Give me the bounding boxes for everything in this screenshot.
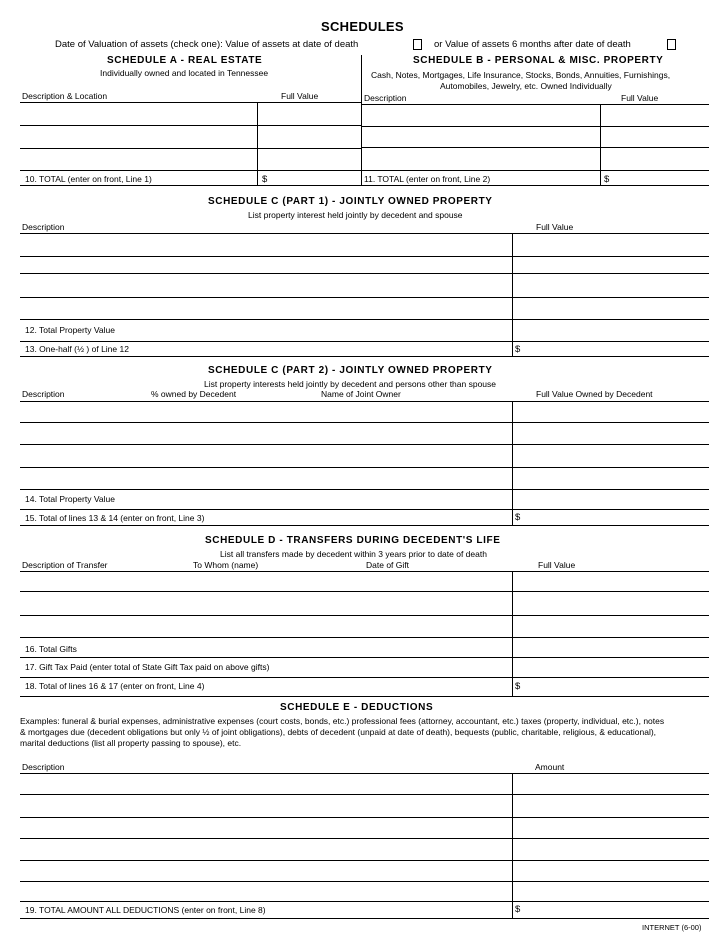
schedule-d-line17-label: 17. Gift Tax Paid (enter total of State Gift Tax paid on above gifts): [25, 662, 270, 672]
schedule-c1-value-column-rule: [512, 233, 513, 356]
schedule-e-examples-line3: marital deductions (list all property passing to spouse), etc.: [20, 738, 242, 748]
schedule-b-row-line: [361, 126, 709, 127]
schedule-b-row-line: [361, 147, 709, 148]
schedule-c2-row-line: [20, 509, 709, 510]
schedule-d-row-line: [20, 637, 709, 638]
schedule-e-row-line: [20, 817, 709, 818]
schedule-b-subtitle-line2: Automobiles, Jewelry, etc. Owned Individually: [440, 81, 612, 91]
schedule-c1-line13-dollar: $: [515, 344, 521, 355]
schedule-c2-col-description: Description: [22, 389, 65, 399]
schedule-e-col-description: Description: [22, 762, 65, 772]
schedule-a-row-line: [20, 125, 361, 126]
schedule-d-col-value: Full Value: [538, 560, 576, 570]
six-months-checkbox[interactable]: [667, 39, 676, 50]
schedule-c2-col-owner: Name of Joint Owner: [321, 389, 401, 399]
schedule-c2-subtitle: List property interests held jointly by decedent and persons other than spouse: [204, 379, 497, 389]
schedule-c2-row-line: [20, 489, 709, 490]
schedule-a-value-column-rule: [257, 102, 258, 185]
schedule-c1-col-value: Full Value: [536, 222, 574, 232]
schedule-ab-total-top-rule: [20, 170, 709, 171]
schedule-e-examples-line1: Examples: funeral & burial expenses, administrative expenses (court costs, bonds, etc.) professional fees (attorney, accountant, etc.) taxes (property, individual, etc.), notes: [20, 716, 665, 726]
schedule-c2-value-column-rule: [512, 401, 513, 525]
schedule-e-row-line: [20, 794, 709, 795]
form-footer-code: INTERNET (6-00): [642, 923, 702, 932]
schedule-d-line18-dollar: $: [515, 681, 521, 692]
schedule-e-bottom-rule: [20, 918, 709, 919]
schedule-c1-row-line: [20, 256, 709, 257]
schedule-b-col-description: Description: [364, 93, 407, 103]
schedule-e-row-line: [20, 901, 709, 902]
schedule-c1-subtitle: List property interest held jointly by decedent and spouse: [248, 210, 463, 220]
schedule-ab-divider: [361, 55, 362, 185]
schedule-c2-row-line: [20, 422, 709, 423]
schedule-b-title: SCHEDULE B - PERSONAL & MISC. PROPERTY: [413, 55, 664, 66]
schedule-e-line19-label: 19. TOTAL AMOUNT ALL DEDUCTIONS (enter on front, Line 8): [25, 905, 266, 915]
schedule-c2-row-line: [20, 467, 709, 468]
schedule-d-bottom-rule: [20, 696, 709, 697]
schedule-d-row-line: [20, 657, 709, 658]
schedule-b-total-label: 11. TOTAL (enter on front, Line 2): [364, 174, 491, 184]
schedule-c1-row-line: [20, 319, 709, 320]
schedule-b-header-rule: [361, 104, 709, 105]
schedule-e-title: SCHEDULE E - DEDUCTIONS: [280, 702, 434, 713]
schedule-c1-line13-label: 13. One-half (½ ) of Line 12: [25, 344, 129, 354]
schedule-c2-col-percent: % owned by Decedent: [151, 389, 237, 399]
schedule-e-examples-line2: & mortgages due (decedent obligations but only ½ of joint obligations), debts of decedent (unpaid at date of death), bequests (public, charitable, religious, & educational),: [20, 727, 657, 737]
date-of-death-checkbox[interactable]: [413, 39, 422, 50]
schedule-d-row-line: [20, 615, 709, 616]
schedule-a-total-dollar: $: [262, 174, 268, 185]
schedule-c2-line15-label: 15. Total of lines 13 & 14 (enter on front, Line 3): [25, 513, 205, 523]
valuation-prompt: Date of Valuation of assets (check one): Value of assets at date of death: [55, 39, 359, 50]
schedule-c2-bottom-rule: [20, 525, 709, 526]
schedule-d-row-line: [20, 591, 709, 592]
schedule-b-total-dollar: $: [604, 174, 610, 185]
schedule-c2-line15-dollar: $: [515, 512, 521, 523]
schedule-e-row-line: [20, 838, 709, 839]
schedule-c1-header-rule: [20, 233, 709, 234]
schedule-a-col-description: Description & Location: [22, 91, 108, 101]
schedule-d-row-line: [20, 677, 709, 678]
schedule-c2-header-rule: [20, 401, 709, 402]
schedule-c1-row-line: [20, 297, 709, 298]
schedule-d-line18-label: 18. Total of lines 16 & 17 (enter on front, Line 4): [25, 681, 205, 691]
schedule-e-line19-dollar: $: [515, 904, 521, 915]
schedule-e-row-line: [20, 860, 709, 861]
schedule-c1-title: SCHEDULE C (PART 1) - JOINTLY OWNED PROPERTY: [208, 196, 493, 207]
schedule-b-value-column-rule: [600, 104, 601, 185]
schedule-d-col-description: Description of Transfer: [22, 560, 108, 570]
schedule-d-subtitle: List all transfers made by decedent within 3 years prior to date of death: [220, 549, 487, 559]
schedule-c2-col-value: Full Value Owned by Decedent: [536, 389, 653, 399]
schedule-a-subtitle: Individually owned and located in Tennessee: [100, 68, 269, 78]
schedule-a-row-line: [20, 148, 361, 149]
schedule-c1-row-line: [20, 341, 709, 342]
schedule-d-col-date: Date of Gift: [366, 560, 409, 570]
schedule-ab-total-bottom-rule: [20, 185, 709, 186]
schedule-c1-bottom-rule: [20, 356, 709, 357]
schedule-c2-line14-label: 14. Total Property Value: [25, 494, 115, 504]
page-title: SCHEDULES: [321, 19, 404, 34]
schedule-c1-row-line: [20, 273, 709, 274]
schedule-c1-col-description: Description: [22, 222, 65, 232]
schedule-b-subtitle-line1: Cash, Notes, Mortgages, Life Insurance, Stocks, Bonds, Annuities, Furnishings,: [371, 70, 671, 80]
schedule-e-row-line: [20, 881, 709, 882]
schedule-a-header-rule: [20, 102, 361, 103]
schedule-d-col-whom: To Whom (name): [193, 560, 259, 570]
schedule-a-col-value: Full Value: [281, 91, 319, 101]
schedule-e-col-amount: Amount: [535, 762, 565, 772]
schedule-a-total-label: 10. TOTAL (enter on front, Line 1): [25, 174, 152, 184]
schedule-b-col-value: Full Value: [621, 93, 659, 103]
schedule-a-title: SCHEDULE A - REAL ESTATE: [107, 55, 263, 66]
valuation-option-six-months: or Value of assets 6 months after date of death: [434, 39, 631, 50]
schedule-e-examples: [20, 716, 710, 749]
schedule-d-title: SCHEDULE D - TRANSFERS DURING DECEDENT'S LIFE: [205, 535, 501, 546]
schedule-e-header-rule: [20, 773, 709, 774]
schedule-d-header-rule: [20, 571, 709, 572]
schedule-c1-line12-label: 12. Total Property Value: [25, 325, 115, 335]
schedule-d-line16-label: 16. Total Gifts: [25, 644, 77, 654]
schedule-c2-row-line: [20, 444, 709, 445]
schedule-c2-title: SCHEDULE C (PART 2) - JOINTLY OWNED PROPERTY: [208, 365, 493, 376]
